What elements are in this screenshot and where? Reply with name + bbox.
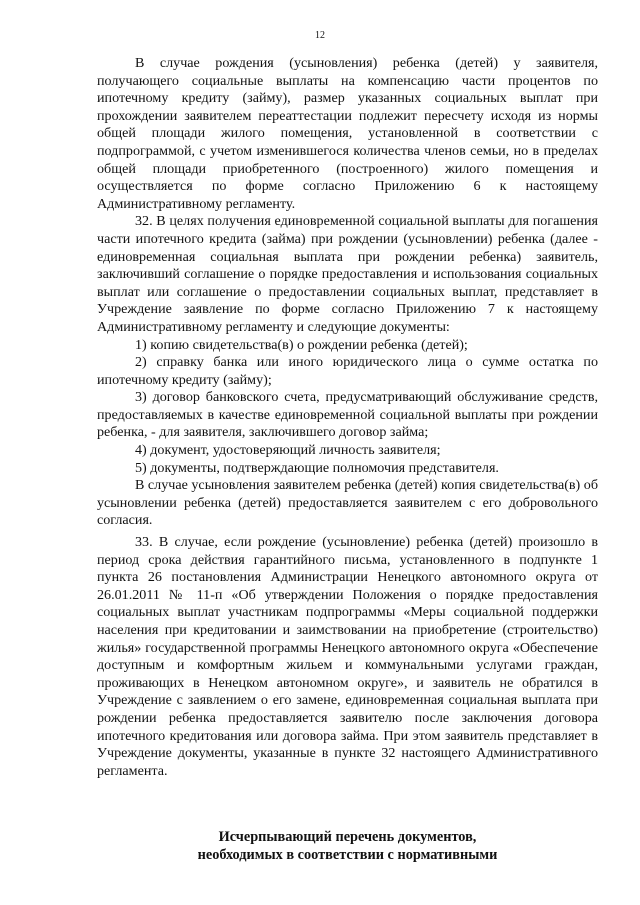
paragraph-adoption-certificate: В случае усыновления заявителем ребенка (детей) копия свидетельства(в) об усыновлении ребенка (детей) предоставляется заявителем с его добровольного согласия.: [97, 477, 598, 529]
section-heading-line-1: Исчерпывающий перечень документов,: [218, 829, 477, 845]
paragraph-32-application: 32. В целях получения единовременной социальной выплаты для погашения части ипотечного кредита (займа) при рождении (усыновлении) ребенка (далее - единовременная социальная выплата при рождении ребенка) заявитель, заключивший соглашение о порядке предоставления и использования социальных выплат или соглашение о предоставлении социальных выплат, представляет в Учреждение заявление по форме согласно Приложению 7 к настоящему Административному регламенту и следующие документы:: [97, 213, 598, 335]
list-item-representative-authority: 5) документы, подтверждающие полномочия представителя.: [135, 459, 499, 476]
paragraph-child-birth-recalculation: В случае рождения (усыновления) ребенка (детей) у заявителя, получающего социальные выплаты на компенсацию части процентов по ипотечному кредиту (займу), размер указанных социальных выплат при прохождении заявителем переаттестации подлежит пересчету исходя из нормы общей площади жилого помещения, установленной в соответствии с подпрограммой, с учетом изменившегося количества членов семьи, но в пределах общей площади приобретенного (построенного) жилого помещения и осуществляется по форме согласно Приложению 6 к настоящему Административному регламенту.: [97, 55, 598, 212]
section-heading-line-2: необходимых в соответствии с нормативными: [197, 847, 498, 864]
list-item-bank-account-contract: 3) договор банковского счета, предусматривающий обслуживание средств, предоставляемых в качестве единовременной социальной выплаты при рождении ребенка, - для заявителя, заключившего договор займа;: [97, 389, 598, 441]
list-item-birth-certificate: 1) копию свидетельства(в) о рождении ребенка (детей);: [135, 336, 468, 353]
paragraph-33-guarantee-letter: 33. В случае, если рождение (усыновление) ребенка (детей) произошло в период срока действия гарантийного письма, установленного в подпункте 1 пункта 26 постановления Администрации Ненецкого автономного округа от 26.01.2011 № 11-п «Об утверждении Положения о порядке предоставления социальных выплат участникам подпрограммы «Меры социальной поддержки населения при кредитовании и заимствовании на приобретение (строительство) жилья» государственной программы Ненецкого автономного округа «Обеспечение доступным и комфортным жильем и коммунальными услугами граждан, проживающих в Ненецком автономном округе», и заявитель не обратился в Учреждение с заявлением о его замене, единовременная социальная выплата при рождении ребенка предоставляется заявителю после заключения договора ипотечного кредитования или договора займа. При этом заявитель представляет в Учреждение документы, указанные в пункте 32 настоящего Административного регламента.: [97, 534, 598, 779]
list-item-bank-certificate: 2) справку банка или иного юридического лица о сумме остатка по ипотечному кредиту (займу);: [97, 354, 598, 388]
document-body: [97, 55, 598, 780]
list-item-identity-document: 4) документ, удостоверяющий личность заявителя;: [135, 442, 441, 459]
section-heading: [97, 828, 598, 865]
page-number: 12: [315, 30, 325, 41]
